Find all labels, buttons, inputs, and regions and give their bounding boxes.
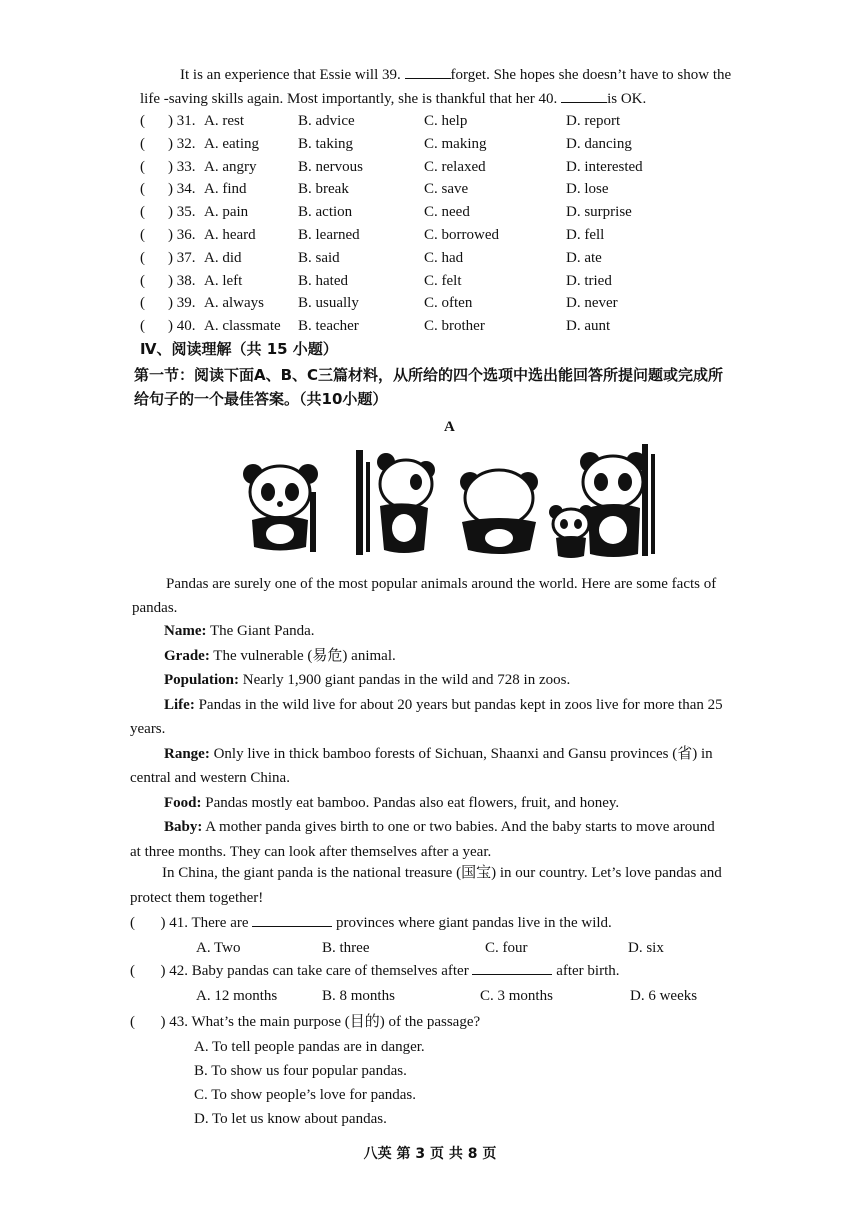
option-d[interactable]: D. lose: [566, 181, 609, 198]
option-c[interactable]: C. relaxed: [424, 158, 486, 175]
option-b[interactable]: B. usually: [298, 295, 359, 312]
page-footer: 八英 第 3 页 共 8 页: [363, 1146, 497, 1162]
fact-line: [164, 818, 715, 836]
panda-icon: [356, 450, 435, 555]
answer-paren: (: [140, 272, 145, 289]
option-a[interactable]: A. pain: [204, 204, 249, 221]
option-b[interactable]: B. advice: [298, 113, 355, 129]
option-a[interactable]: A. did: [204, 249, 242, 266]
passage-intro: pandas.: [132, 600, 178, 616]
option-d[interactable]: D. To let us know about pandas.: [194, 1111, 387, 1127]
option-a[interactable]: A. find: [204, 181, 247, 198]
option-a[interactable]: A. always: [204, 295, 264, 312]
option-d[interactable]: D. fell: [566, 227, 605, 243]
option-c[interactable]: C. need: [424, 204, 470, 221]
fact-text: A mother panda gives birth to one or two babies. And the baby starts to move around: [202, 819, 715, 835]
cloze-text: It is an experience that Essie will 39.: [180, 67, 401, 83]
option-d[interactable]: D. surprise: [566, 204, 632, 221]
question-stem: ) 41. There are: [160, 915, 249, 931]
option-d[interactable]: D. aunt: [566, 318, 611, 335]
option-b[interactable]: B. taking: [298, 135, 353, 152]
passage-label: A: [444, 419, 455, 435]
fact-text: Pandas in the wild live for about 20 years but pandas kept in zoos live for more than 25: [194, 696, 723, 713]
answer-blank: [252, 914, 332, 927]
option-d[interactable]: D. six: [628, 940, 664, 956]
option-c[interactable]: C. making: [424, 135, 487, 152]
option-b[interactable]: B. three: [322, 940, 370, 956]
panda-icon: [243, 464, 318, 552]
answer-blank: [405, 66, 451, 79]
question-stem: ) 43. What’s the main purpose (目的) of the passage?: [160, 1014, 481, 1030]
fact-label: Population:: [164, 672, 240, 688]
option-c[interactable]: C. 3 months: [480, 988, 553, 1004]
option-b[interactable]: B. break: [298, 181, 349, 198]
question-43: [130, 1013, 480, 1031]
option-d[interactable]: D. ate: [566, 249, 602, 266]
answer-paren: (: [140, 249, 145, 266]
option-a[interactable]: A. angry: [204, 158, 257, 175]
panda-icon: [549, 444, 655, 558]
cloze-line-2: [140, 90, 646, 108]
answer-paren: (: [130, 1014, 135, 1030]
question-number: ) 34.: [168, 181, 196, 198]
cloze-text: forget. She hopes she doesn’t have to show the: [450, 67, 732, 83]
option-a[interactable]: A. To tell people pandas are in danger.: [194, 1039, 425, 1055]
fact-text: Only live in thick bamboo forests of Sichuan, Shaanxi and Gansu provinces (省) in: [209, 745, 713, 762]
cloze-text: is OK.: [607, 91, 647, 107]
answer-paren: (: [140, 318, 145, 335]
fact-line: [164, 794, 619, 812]
fact-line: [164, 745, 713, 763]
option-d[interactable]: D. tried: [566, 272, 612, 289]
fact-label: Range:: [164, 745, 210, 762]
answer-paren: (: [140, 295, 145, 312]
panda-icon: [460, 470, 538, 554]
question-number: ) 35.: [168, 204, 196, 221]
fact-text: Nearly 1,900 giant pandas in the wild and 728 in zoos.: [239, 672, 571, 688]
option-a[interactable]: A. left: [204, 272, 243, 289]
fact-text: The vulnerable (易危) animal.: [209, 647, 396, 664]
option-a[interactable]: A. eating: [204, 135, 259, 152]
question-number: ) 31.: [168, 113, 196, 129]
option-c[interactable]: C. felt: [424, 272, 462, 289]
fact-label: Food:: [164, 794, 202, 811]
option-b[interactable]: B. said: [298, 249, 340, 266]
question-number: ) 33.: [168, 158, 196, 175]
option-a[interactable]: A. classmate: [204, 318, 281, 335]
fact-text: Pandas mostly eat bamboo. Pandas also eat flowers, fruit, and honey.: [201, 794, 620, 811]
answer-paren: (: [140, 135, 145, 152]
option-c[interactable]: C. save: [424, 181, 469, 198]
answer-paren: (: [140, 181, 145, 198]
section-title: Ⅳ、阅读理解（共 15 小题）: [140, 340, 338, 358]
option-a[interactable]: A. heard: [204, 227, 256, 243]
question-number: ) 38.: [168, 272, 196, 289]
cloze-line-1: [180, 66, 731, 84]
section-instruction: 给句子的一个最佳答案。（共10小题）: [134, 390, 388, 408]
question-number: ) 39.: [168, 295, 196, 312]
option-b[interactable]: B. learned: [298, 227, 360, 243]
question-42: [130, 962, 620, 980]
fact-continuation: years.: [130, 721, 166, 737]
question-number: ) 32.: [168, 135, 196, 152]
option-c[interactable]: C. borrowed: [424, 227, 499, 243]
option-d[interactable]: D. never: [566, 295, 618, 312]
answer-blank: [472, 962, 552, 975]
option-c[interactable]: C. To show people’s love for pandas.: [194, 1087, 416, 1103]
fact-continuation: central and western China.: [130, 770, 290, 786]
fact-text: The Giant Panda.: [206, 623, 315, 639]
option-d[interactable]: D. 6 weeks: [630, 988, 698, 1004]
option-d[interactable]: D. dancing: [566, 135, 632, 152]
option-b[interactable]: B. To show us four popular pandas.: [194, 1063, 407, 1079]
question-41: [130, 914, 612, 932]
answer-blank: [561, 90, 607, 103]
fact-label: Grade:: [164, 647, 210, 664]
option-c[interactable]: C. had: [424, 249, 464, 266]
option-b[interactable]: B. 8 months: [322, 988, 395, 1004]
option-d[interactable]: D. interested: [566, 158, 643, 175]
fact-line: [164, 671, 570, 689]
question-stem: provinces where giant pandas live in the wild.: [336, 915, 612, 931]
option-c[interactable]: C. four: [485, 940, 528, 956]
option-c[interactable]: C. brother: [424, 318, 485, 335]
passage-intro: Pandas are surely one of the most popular animals around the world. Here are some facts of: [166, 576, 717, 592]
answer-paren: (: [140, 113, 145, 129]
option-b[interactable]: B. action: [298, 204, 353, 221]
fact-label: Name:: [164, 623, 207, 639]
answer-paren: (: [140, 158, 145, 175]
answer-paren: (: [140, 204, 145, 221]
fact-line: [164, 622, 315, 640]
question-stem: after birth.: [556, 963, 620, 979]
fact-label: Baby:: [164, 819, 203, 835]
option-b[interactable]: B. nervous: [298, 158, 363, 175]
fact-label: Life:: [164, 696, 195, 713]
answer-paren: (: [130, 915, 135, 931]
option-c[interactable]: C. often: [424, 295, 473, 312]
answer-paren: (: [130, 963, 135, 979]
option-a[interactable]: A. 12 months: [196, 988, 278, 1004]
fact-line: [164, 696, 723, 714]
cloze-text: life -saving skills again. Most importantly, she is thankful that her 40.: [140, 91, 558, 107]
option-a[interactable]: A. rest: [204, 113, 244, 129]
option-d[interactable]: D. report: [566, 113, 621, 129]
fact-continuation: at three months. They can look after themselves after a year.: [130, 843, 492, 860]
fact-line: [164, 647, 396, 665]
question-number: ) 36.: [168, 227, 196, 243]
question-number: ) 37.: [168, 249, 196, 266]
panda-illustration: [238, 442, 658, 560]
question-stem: ) 42. Baby pandas can take care of themselves after: [160, 963, 469, 979]
option-a[interactable]: A. Two: [196, 940, 241, 956]
option-c[interactable]: C. help: [424, 113, 468, 129]
answer-paren: (: [140, 227, 145, 243]
option-b[interactable]: B. teacher: [298, 318, 359, 335]
question-number: ) 40.: [168, 318, 196, 335]
section-instruction: 第一节：阅读下面A、B、C三篇材料，从所给的四个选项中选出能回答所提问题或完成所: [134, 366, 724, 384]
option-b[interactable]: B. hated: [298, 272, 348, 289]
passage-closing: protect them together!: [130, 890, 264, 906]
passage-closing: In China, the giant panda is the national treasure (国宝) in our country. Let’s love pandas and: [162, 865, 722, 881]
